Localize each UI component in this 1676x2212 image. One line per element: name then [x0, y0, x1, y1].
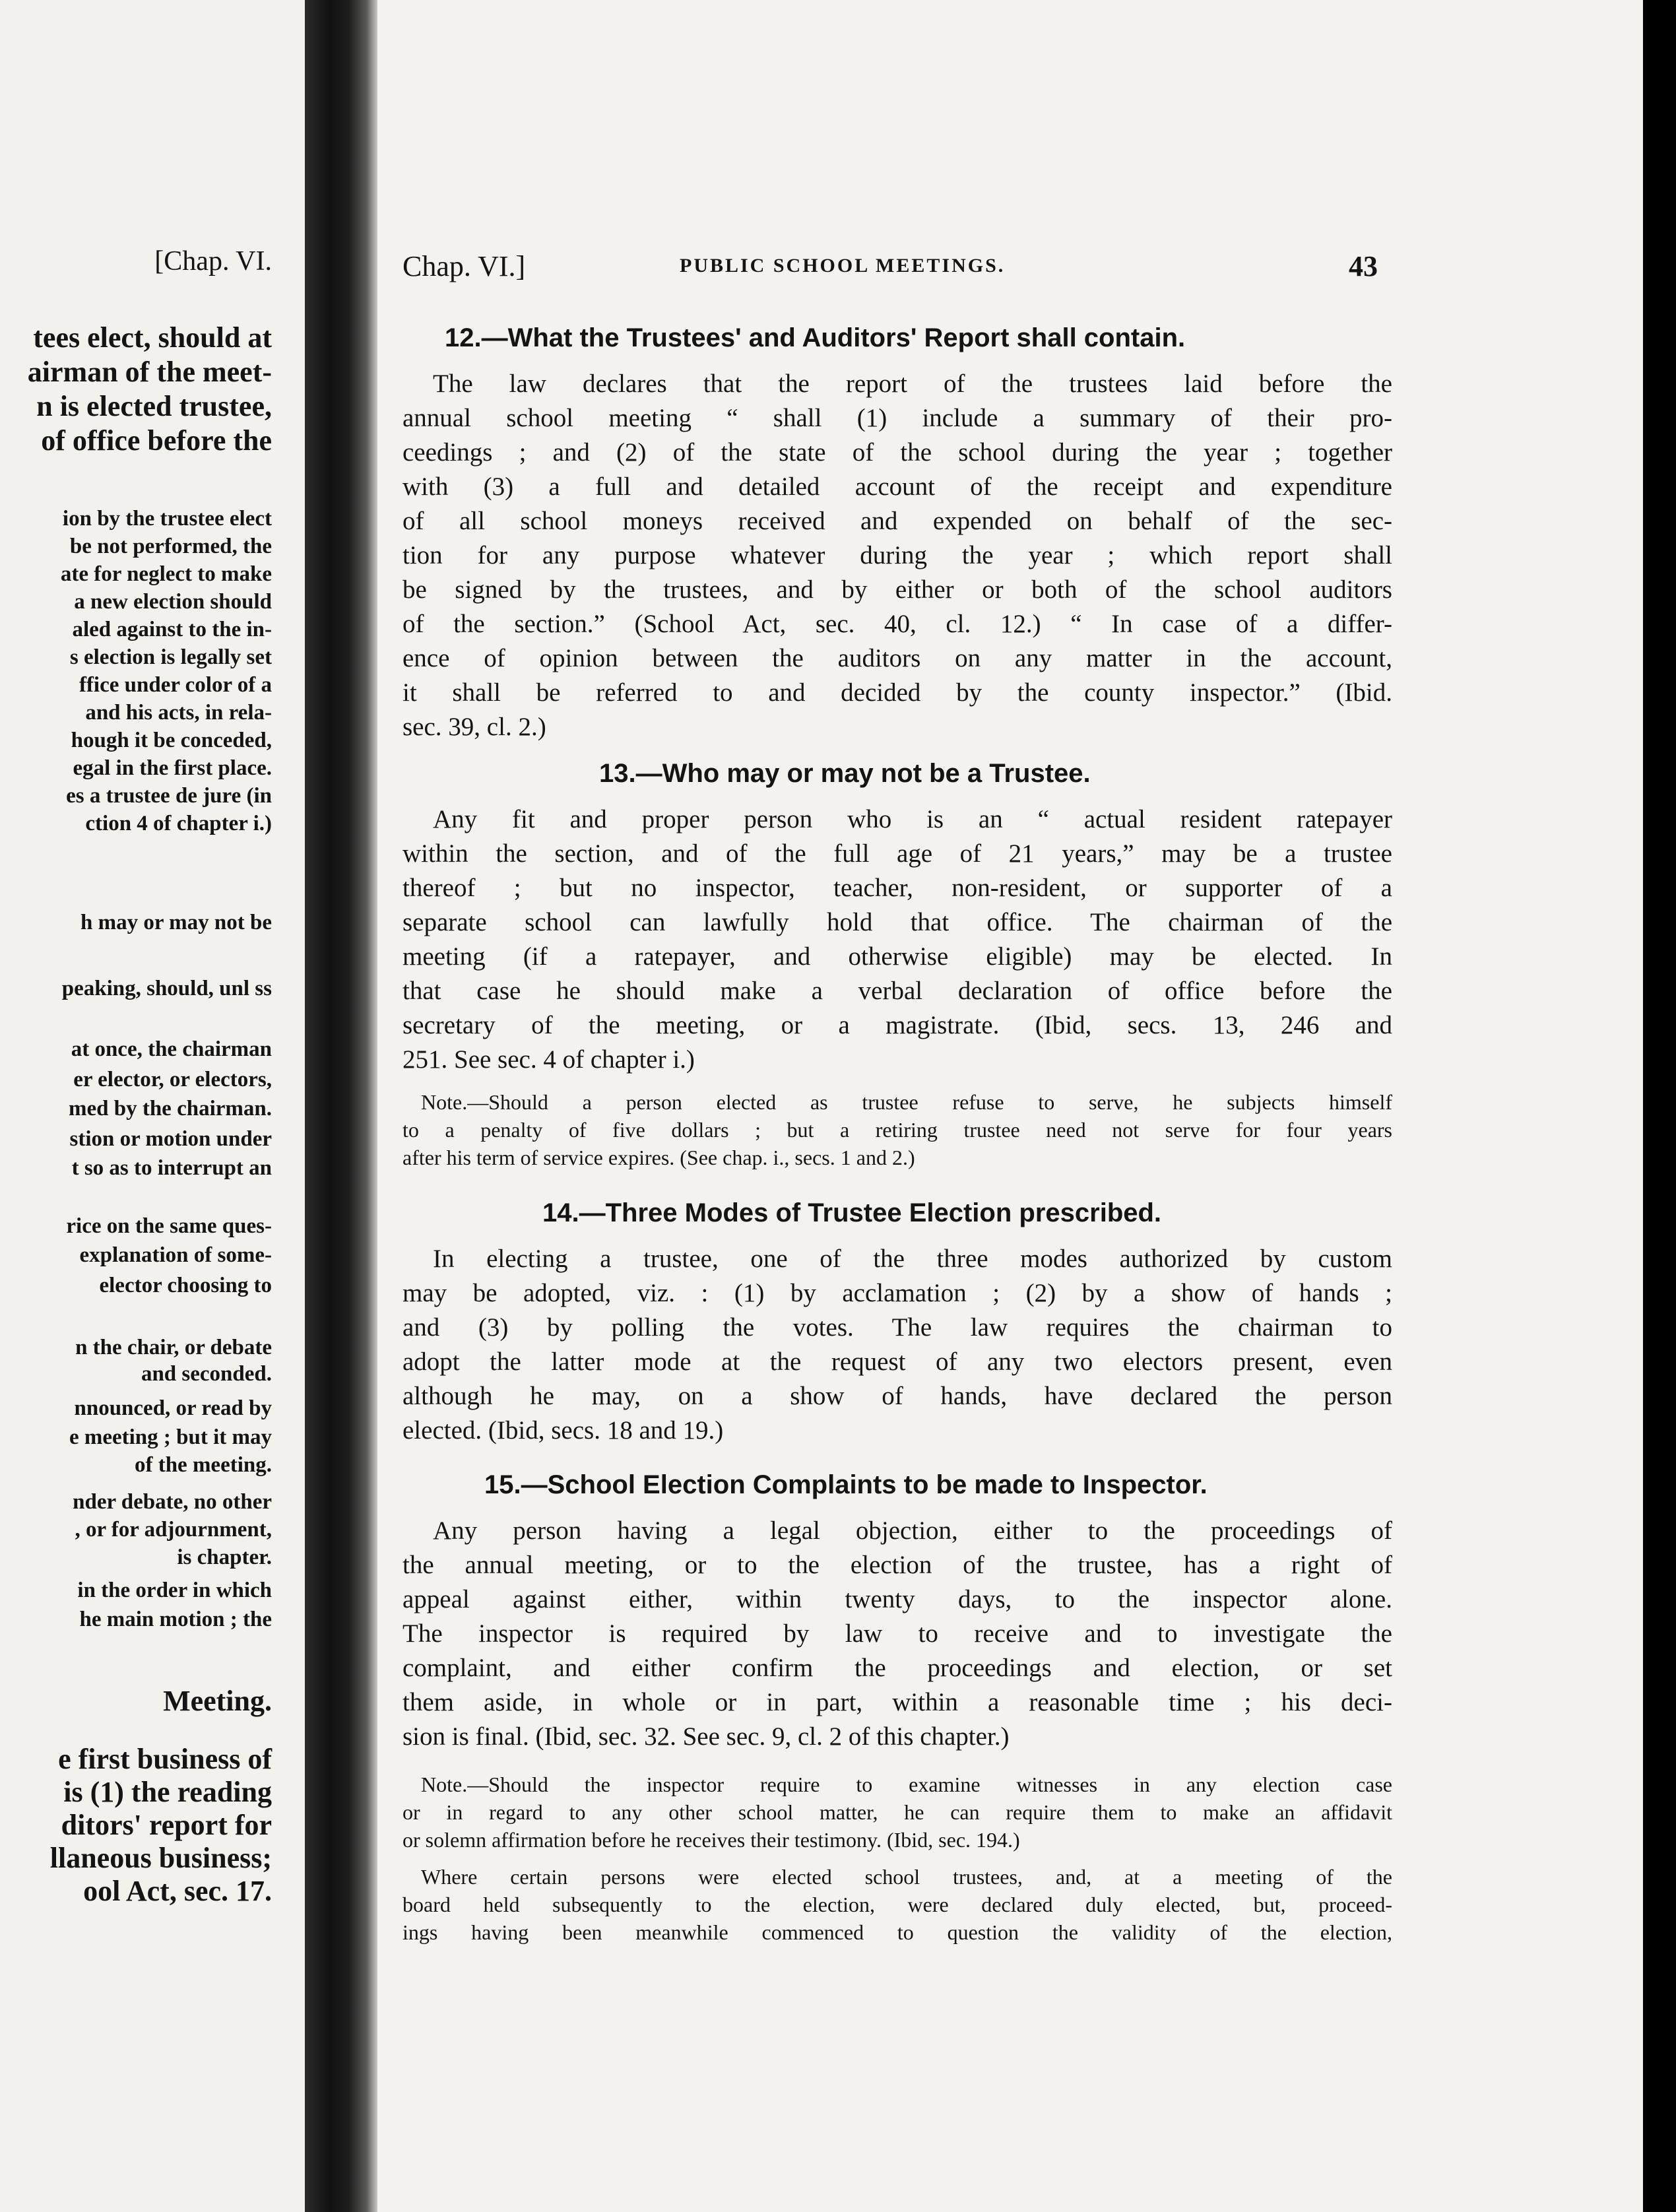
body-line: thereof ; but no inspector, teacher, non-resident, or supporter of a [403, 874, 1392, 902]
note-line: or in regard to any other school matter, he can require them to make an affidavit [403, 1800, 1392, 1824]
body-line: meeting (if a ratepayer, and otherwise eligible) may be elected. In [403, 942, 1392, 971]
body-line: with (3) a full and detailed account of the receipt and expenditure [403, 472, 1392, 501]
section-heading: 15.—School Election Complaints to be made to Inspector. [484, 1470, 1208, 1499]
left-line: er elector, or electors, [73, 1068, 272, 1091]
body-line: within the section, and of the full age of 21 years,” may be a trustee [403, 839, 1392, 868]
body-line: Any fit and proper person who is an “ actual resident ratepayer [433, 805, 1392, 833]
note-line: or solemn affirmation before he receives their testimony. (Ibid, sec. 194.) [403, 1828, 1020, 1852]
body-line: The inspector is required by law to receive and to investigate the [403, 1619, 1392, 1648]
body-line: the annual meeting, or to the election of the trustee, has a right of [403, 1551, 1392, 1579]
left-line: of the meeting. [134, 1453, 272, 1477]
left-section-title: Meeting. [163, 1685, 272, 1717]
left-line: is chapter. [177, 1545, 272, 1569]
left-line: and his acts, in rela- [85, 701, 272, 725]
left-line: at once, the chairman [71, 1037, 272, 1061]
left-line: ction 4 of chapter i.) [85, 812, 272, 835]
left-line: nnounced, or read by [74, 1396, 272, 1420]
left-line: is (1) the reading [63, 1776, 272, 1808]
note-line: board held subsequently to the election, were declared duly elected, but, proceed- [403, 1893, 1392, 1916]
section-heading: 13.—Who may or may not be a Trustee. [599, 759, 1091, 788]
body-line: complaint, and either confirm the proceedings and election, or set [403, 1654, 1392, 1682]
left-line: aled against to the in- [72, 618, 272, 641]
body-line: ence of opinion between the auditors on any matter in the account, [403, 644, 1392, 672]
left-line: nder debate, no other [73, 1490, 272, 1514]
body-line: of the section.” (School Act, sec. 40, cl. 12.) “ In case of a differ- [403, 610, 1392, 638]
left-line: es a trustee de jure (in [66, 784, 272, 808]
left-page-header: [Chap. VI. [154, 246, 272, 276]
body-line: it shall be referred to and decided by the county inspector.” (Ibid. [403, 678, 1392, 707]
left-line: a new election should [74, 590, 272, 614]
body-line: sec. 39, cl. 2.) [403, 713, 546, 741]
running-head [403, 249, 1392, 296]
left-line: tees elect, should at [33, 321, 272, 354]
left-facing-page [0, 0, 305, 2212]
note-line: Note.—Should the inspector require to examine witnesses in any election case [421, 1773, 1392, 1796]
note-line: ings having been meanwhile commenced to question the validity of the election, [403, 1920, 1392, 1944]
left-line: , or for adjournment, [75, 1518, 272, 1542]
body-line: tion for any purpose whatever during the year ; which report shall [403, 541, 1392, 569]
section-heading: 12.—What the Trustees' and Auditors' Report shall contain. [445, 323, 1186, 352]
left-line: be not performed, the [69, 535, 272, 558]
left-line: in the order in which [77, 1578, 272, 1602]
note-line: Where certain persons were elected school trustees, and, at a meeting of the [421, 1865, 1392, 1889]
book-gutter [305, 0, 377, 2212]
body-line: secretary of the meeting, or a magistrate. (Ibid, secs. 13, 246 and [403, 1011, 1392, 1039]
body-line: sion is final. (Ibid, sec. 32. See sec. 9, cl. 2 of this chapter.) [403, 1722, 1010, 1751]
body-line: them aside, in whole or in part, within a reasonable time ; his deci- [403, 1688, 1392, 1716]
right-page [377, 0, 1643, 2212]
left-line: hough it be conceded, [71, 729, 272, 752]
page-number: 43 [1349, 250, 1378, 282]
left-line: e meeting ; but it may [69, 1425, 272, 1449]
note-line: to a penalty of five dollars ; but a retiring trustee need not serve for four years [403, 1118, 1392, 1142]
left-line: ffice under color of a [79, 673, 272, 697]
body-line: be signed by the trustees, and by either or both of the school auditors [403, 575, 1392, 604]
body-line: may be adopted, viz. : (1) by acclamation ; (2) by a show of hands ; [403, 1279, 1392, 1307]
left-line: egal in the first place. [73, 756, 272, 780]
left-line: e first business of [58, 1743, 272, 1775]
body-line: appeal against either, within twenty days, to the inspector alone. [403, 1585, 1392, 1613]
left-line: of office before the [41, 424, 272, 457]
chapter-label: Chap. VI.] [403, 250, 526, 282]
body-line: In electing a trustee, one of the three modes authorized by custom [433, 1245, 1392, 1273]
note-line: after his term of service expires. (See chap. i., secs. 1 and 2.) [403, 1146, 915, 1169]
left-line: peaking, should, unl ss [61, 977, 272, 1000]
body-line: The law declares that the report of the trustees laid before the [433, 370, 1392, 398]
left-line: s election is legally set [69, 645, 272, 669]
left-line: llaneous business; [49, 1842, 272, 1874]
body-line: of all school moneys received and expended on behalf of the sec- [403, 507, 1392, 535]
body-line: elected. (Ibid, secs. 18 and 19.) [403, 1416, 724, 1445]
left-line: ion by the trustee elect [62, 507, 272, 531]
running-title: PUBLIC SCHOOL MEETINGS. [680, 255, 1006, 276]
body-line: adopt the latter mode at the request of any two electors present, even [403, 1348, 1392, 1376]
section-heading: 14.—Three Modes of Trustee Election prescribed. [542, 1198, 1162, 1227]
body-line: that case he should make a verbal declaration of office before the [403, 977, 1392, 1005]
left-line: elector choosing to [99, 1274, 272, 1297]
body-line: ceedings ; and (2) of the state of the school during the year ; together [403, 438, 1392, 467]
left-line: and seconded. [141, 1362, 272, 1386]
left-line: n is elected trustee, [36, 390, 272, 422]
left-line: rice on the same ques- [66, 1214, 272, 1238]
left-line: he main motion ; the [79, 1608, 272, 1631]
left-line: stion or motion under [69, 1127, 272, 1151]
left-line: ditors' report for [61, 1809, 272, 1841]
body-line: 251. See sec. 4 of chapter i.) [403, 1045, 695, 1074]
body-line: although he may, on a show of hands, have declared the person [403, 1382, 1392, 1410]
left-line: t so as to interrupt an [71, 1156, 272, 1180]
left-line: explanation of some- [79, 1243, 272, 1267]
left-line: ate for neglect to make [60, 562, 272, 586]
left-line: ool Act, sec. 17. [83, 1875, 272, 1907]
body-line: annual school meeting “ shall (1) include a summary of their pro- [403, 404, 1392, 432]
left-line: med by the chairman. [69, 1097, 272, 1121]
body-line: Any person having a legal objection, either to the proceedings of [433, 1516, 1392, 1545]
body-line: and (3) by polling the votes. The law requires the chairman to [403, 1313, 1392, 1342]
left-line: airman of the meet- [27, 356, 272, 388]
left-line: n the chair, or debate [75, 1336, 272, 1359]
note-line: Note.—Should a person elected as trustee refuse to serve, he subjects himself [421, 1090, 1392, 1114]
left-line: h may or may not be [81, 911, 272, 934]
body-line: separate school can lawfully hold that office. The chairman of the [403, 908, 1392, 936]
